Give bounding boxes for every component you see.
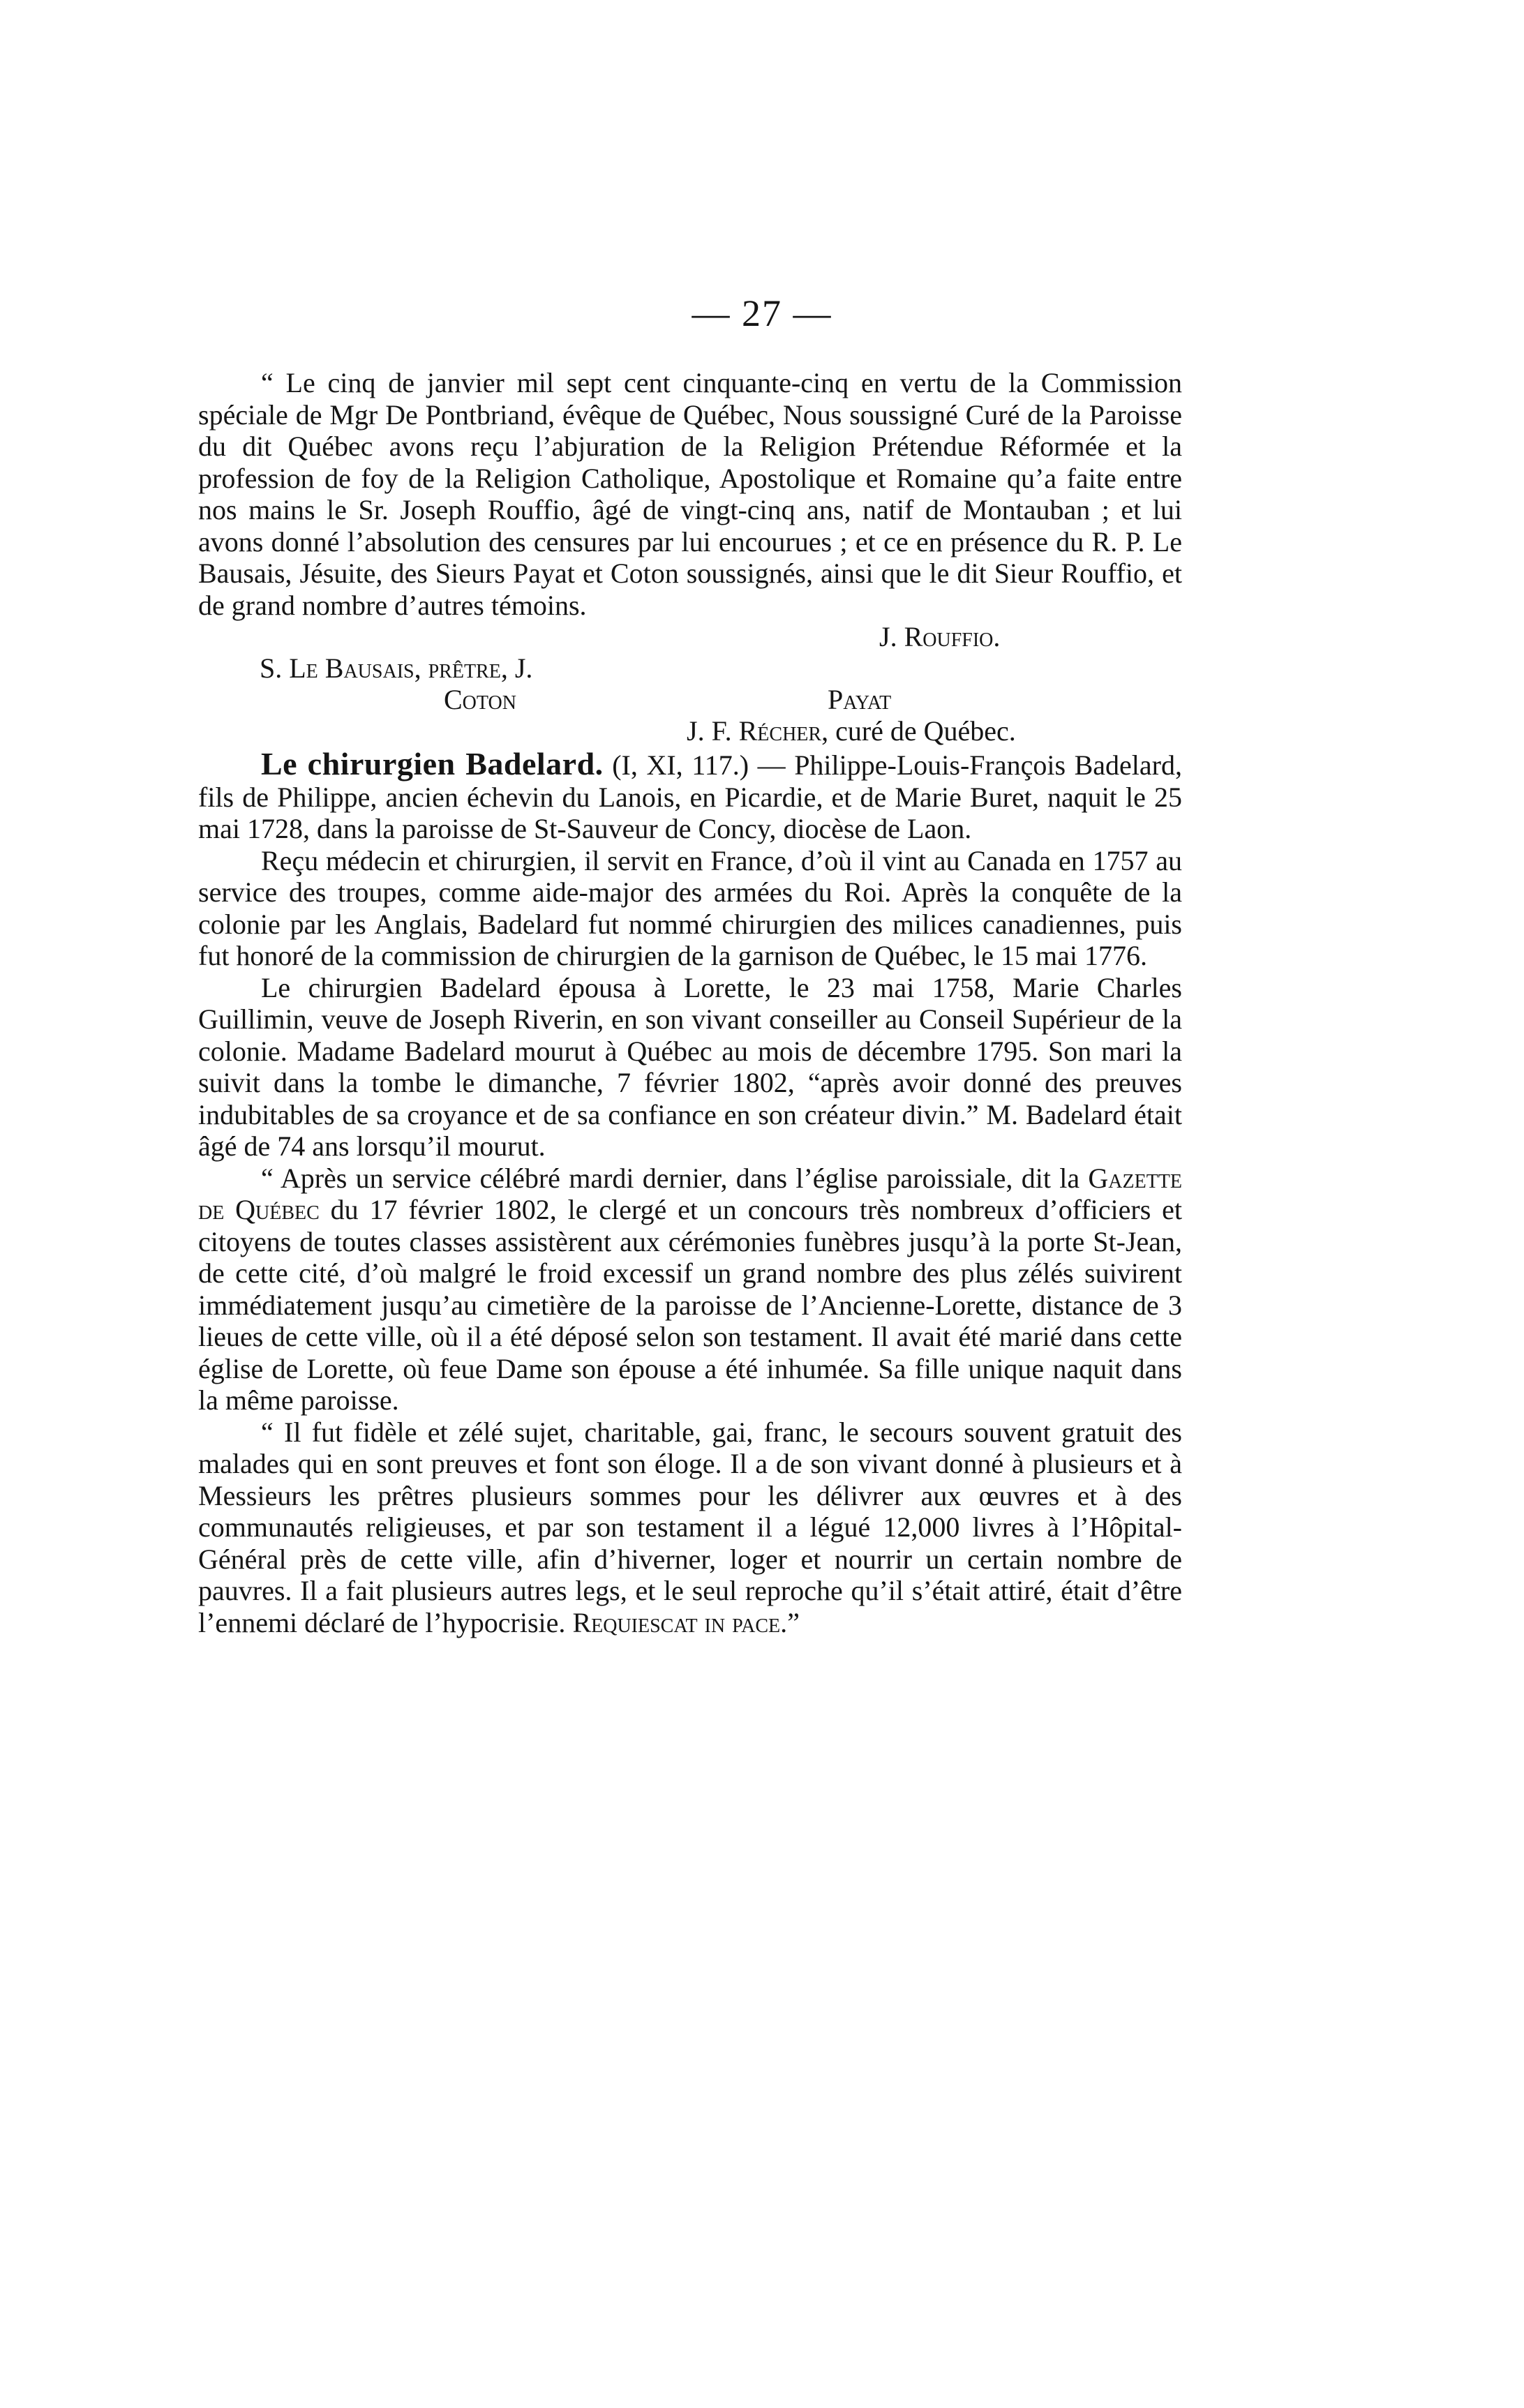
badelard-intro-paragraph <box>198 748 1182 845</box>
signature-rouffio: J. Rouffio. <box>879 621 1001 652</box>
badelard-marriage-paragraph: Le chirurgien Badelard épousa à Lorette, le 23 mai 1758, Marie Charles Guillimin, veuve de Joseph Riverin, en son vivant conseiller au Conseil Supérieur de la colonie. Madame Badelard mourut à Québec au mois de décembre 1795. Son mari la suivit dans la tombe le dimanche, 7 février 1802, “après avoir donné des preuves indubitables de sa croyance et de sa confiance en son créateur divin.” M. Badelard était âgé de 74 ans lorsqu’il mourut. <box>198 971 1182 1162</box>
signature-le-bausais: S. Le Bausais, prêtre, J. <box>260 652 533 684</box>
signature-coton: Coton <box>444 684 516 715</box>
signature-block <box>198 621 1182 748</box>
gazette-quote-paragraph <box>198 1162 1182 1416</box>
gazette-quote-end: du 17 février 1802, le clergé et un concours très nombreux d’officiers et citoyens de toutes classes assistèrent aux cérémonies funèbres jusqu’à la porte St-Jean, de cette cité, d’où malgré le froid excessif un grand nombre des plus zélés suivirent immédiatement jusqu’au cimetière de la paroisse de l’Ancienne-Lorette, distance de 3 lieues de cette ville, où il a été déposé selon son testament. Il avait été marié dans cette église de Lorette, où feue Dame son épouse a été inhumée. Sa fille unique naquit dans la même paroisse. <box>198 1194 1182 1416</box>
eulogy-text: “ Il fut fidèle et zélé sujet, charitable, gai, franc, le secours souvent gratuit des malades qui en sont preuves et font son éloge. Il a de son vivant donné à plusieurs et à Messieurs les prêtres plusieurs sommes pour les délivrer aux œuvres et à des communautés religieuses, et par son testament il a légué 12,000 livres à l’Hôpital-Général près de cette ville, afin d’hiverner, loger et nourrir un certain nombre de pauvres. Il a fait plusieurs autres legs, et le seul reproche qu’il s’était attiré, était d’être l’ennemi déclaré de l’hypocrisie. <box>198 1416 1182 1638</box>
signature-recher <box>687 715 1016 747</box>
newspaper-name: Gazette de Québec <box>198 1162 1182 1225</box>
page-number: — 27 — <box>692 292 832 334</box>
gazette-quote-start: “ Après un service célébré mardi dernier, dans l’église paroissiale, dit la <box>261 1162 1089 1194</box>
signature-recher-title: curé de Québec. <box>828 715 1016 747</box>
eulogy-paragraph <box>198 1416 1182 1639</box>
badelard-career-paragraph: Reçu médecin et chirurgien, il servit en France, d’où il vint au Canada en 1757 au service des troupes, comme aide-major des armées du Roi. Après la conquête de la colonie par les Anglais, Badelard fut nommé chirurgien des milices canadiennes, puis fut honoré de la commission de chirurgien de la garnison de Québec, le 15 mai 1776. <box>198 844 1182 971</box>
signature-recher-name: J. F. Récher, <box>687 715 829 747</box>
requiescat-phrase: Requiescat in pace. <box>572 1606 788 1638</box>
badelard-intro-text: Philippe-Louis-François Badelard, fils de Philippe, ancien échevin du Lanois, en Picardie, et de Marie Buret, naquit le 25 mai 1728, dans la paroisse de St-Sauveur de Concy, diocèse de Laon. <box>198 749 1182 844</box>
section-heading: Le chirurgien Badelard. <box>261 746 604 782</box>
abjuration-paragraph: “ Le cinq de janvier mil sept cent cinquante-cinq en vertu de la Commission spéciale de Mgr De Pontbriand, évêque de Québec, Nous soussigné Curé de la Paroisse du dit Québec avons reçu l’abjuration de la Religion Prétendue Réformée et la profession de foy de la Religion Catholique, Apostolique et Romaine qu’a faite entre nos mains le Sr. Joseph Rouffio, âgé de vingt-cinq ans, natif de Montauban ; et lui avons donné l’absolution des censures par lui encourues ; et ce en présence du R. P. Le Bausais, Jésuite, des Sieurs Payat et Coton soussignés, ainsi que le dit Sieur Rouffio, et de grand nombre d’autres témoins. <box>198 367 1182 621</box>
closing-quote: ” <box>787 1606 800 1638</box>
section-reference: (I, XI, 117.) — <box>603 749 795 781</box>
page-body <box>198 367 1182 1638</box>
signature-payat: Payat <box>828 684 892 715</box>
